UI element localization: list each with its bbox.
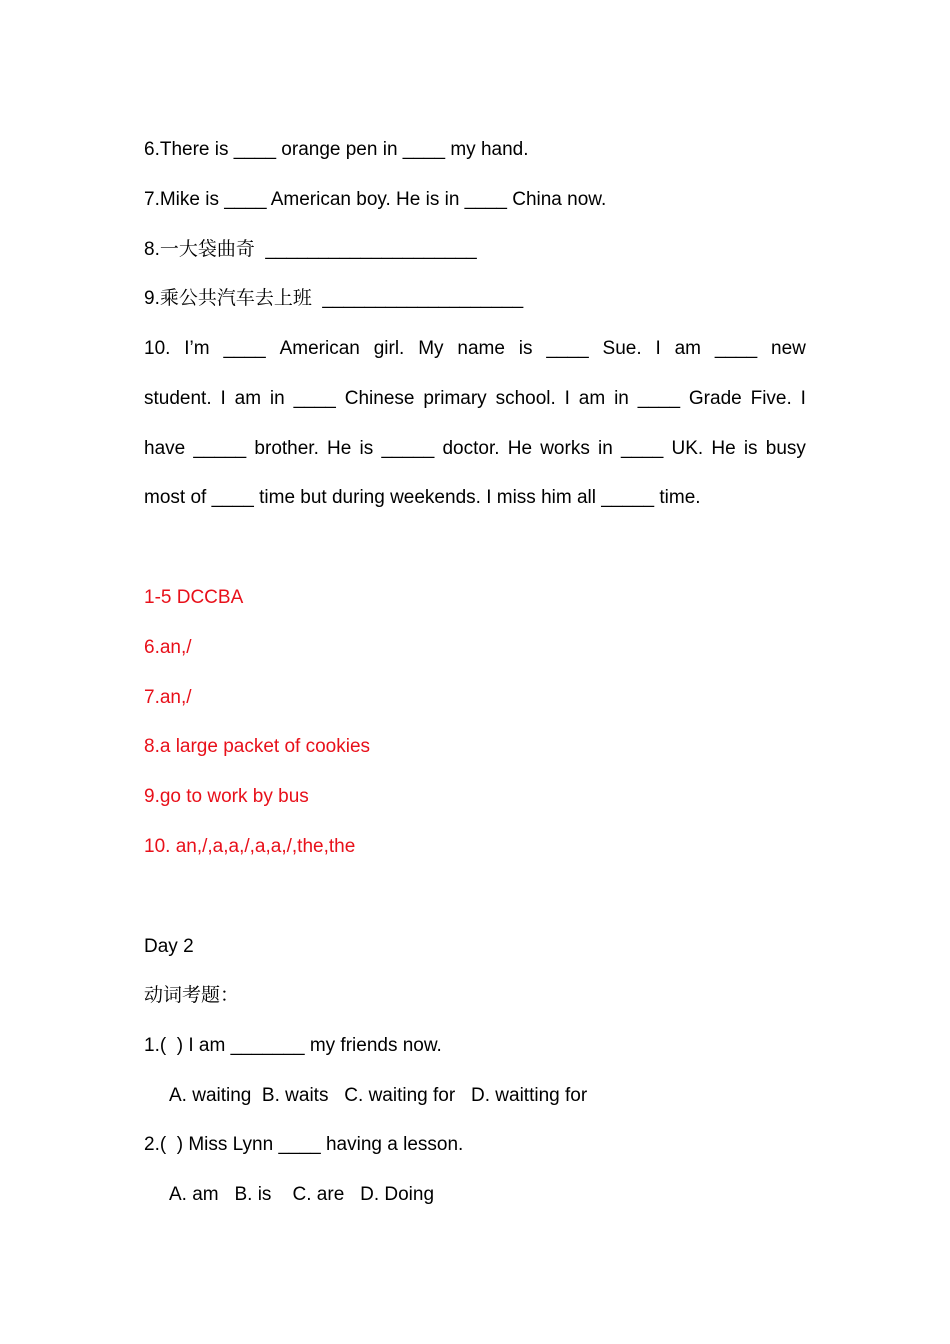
word: am: [234, 388, 262, 409]
question-10-line-1: [144, 337, 806, 361]
word: ____: [637, 388, 681, 409]
question-10-line-3: [144, 437, 806, 461]
word: student.: [144, 388, 212, 409]
word: is: [359, 438, 374, 459]
word: am: [578, 388, 606, 409]
word: am: [674, 338, 702, 359]
word: name: [457, 338, 505, 359]
section-subtitle-verbs: 动词考题：: [144, 985, 240, 1006]
word: is: [518, 338, 533, 359]
word: ____: [621, 438, 664, 459]
answer-6: 6.an,/: [144, 637, 192, 658]
word: I: [220, 388, 226, 409]
answer-1-5: 1-5 DCCBA: [144, 587, 244, 608]
section-title-day-2: Day 2: [144, 936, 194, 957]
word: brother.: [254, 438, 319, 459]
word: new: [771, 338, 806, 359]
word: UK.: [671, 438, 704, 459]
word: ____: [546, 338, 589, 359]
word: _____: [381, 438, 435, 459]
question-6: 6.There is ____ orange pen in ____ my hand.: [144, 139, 529, 160]
word: girl.: [373, 338, 405, 359]
word: have: [144, 438, 186, 459]
word: in: [269, 388, 285, 409]
answer-8: 8.a large packet of cookies: [144, 736, 371, 757]
word: ____: [714, 338, 758, 359]
word: My: [418, 338, 444, 359]
word: I: [800, 388, 806, 409]
answer-10: 10. an,/,a,a,/,a,a,/,the,the: [144, 836, 356, 857]
day2-question-2-options: A. am B. is C. are D. Doing: [169, 1184, 435, 1205]
answer-9: 9.go to work by bus: [144, 786, 309, 807]
word: He: [507, 438, 533, 459]
word: works: [540, 438, 590, 459]
word: doctor.: [442, 438, 500, 459]
word: I: [655, 338, 661, 359]
word: I’m: [184, 338, 210, 359]
word: He: [711, 438, 736, 459]
word: primary: [423, 388, 487, 409]
question-10-line-4: most of ____ time but during weekends. I miss him all _____ time.: [144, 487, 701, 508]
question-9: 9.乘公共汽车去上班 ___________________: [144, 288, 524, 309]
word: school.: [495, 388, 556, 409]
word: 10.: [144, 338, 171, 359]
word: American: [279, 338, 360, 359]
word: is: [743, 438, 758, 459]
day2-question-1: 1.( ) I am _______ my friends now.: [144, 1035, 442, 1056]
word: Five.: [750, 388, 792, 409]
word: He: [327, 438, 352, 459]
word: Sue.: [602, 338, 642, 359]
word: ____: [223, 338, 266, 359]
word: Grade: [688, 388, 742, 409]
day2-question-2: 2.( ) Miss Lynn ____ having a lesson.: [144, 1134, 464, 1155]
answer-7: 7.an,/: [144, 687, 192, 708]
word: Chinese: [344, 388, 415, 409]
word: in: [614, 388, 629, 409]
day2-question-1-options: A. waiting B. waits C. waiting for D. waitting for: [169, 1085, 588, 1106]
question-8: 8.一大袋曲奇 ____________________: [144, 239, 477, 260]
word: in: [598, 438, 613, 459]
word: _____: [193, 438, 247, 459]
word: ____: [293, 388, 336, 409]
word: I: [564, 388, 570, 409]
word: busy: [765, 438, 806, 459]
question-10-line-2: [144, 387, 806, 411]
question-7: 7.Mike is ____ American boy. He is in ____ China now.: [144, 189, 607, 210]
